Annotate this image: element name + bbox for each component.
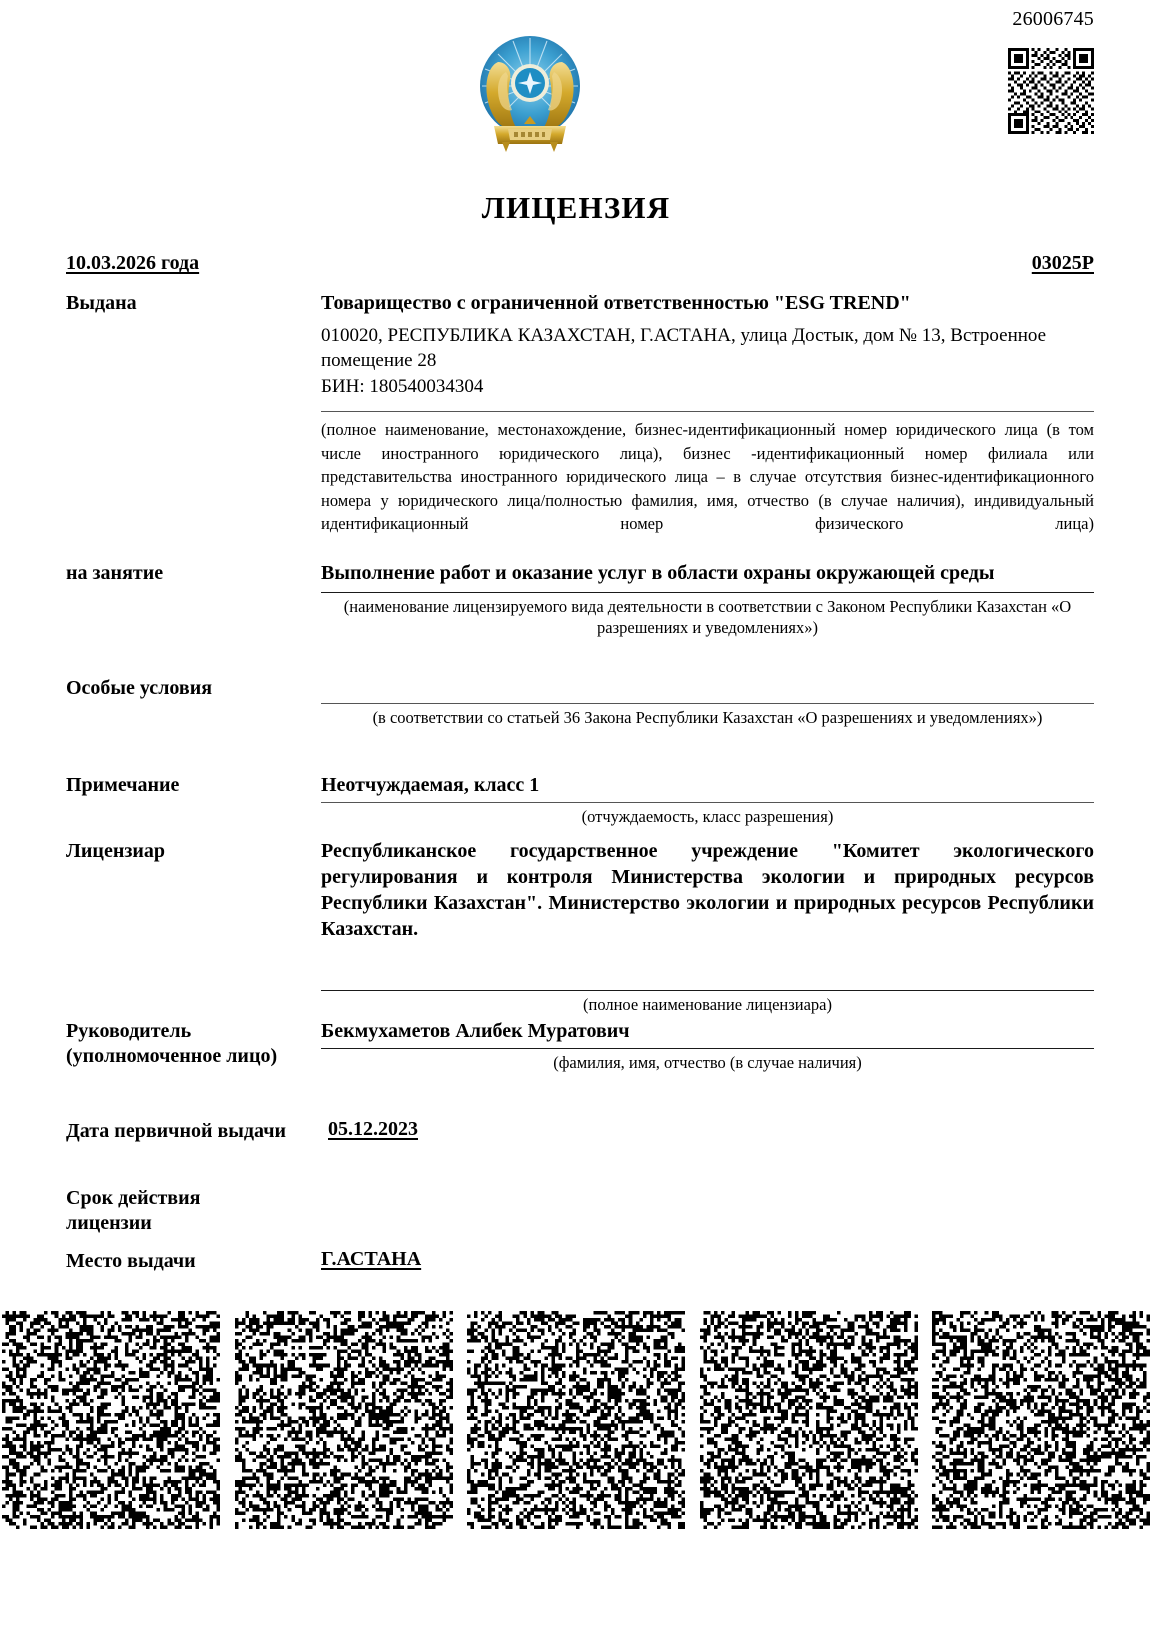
barcode-block-3 xyxy=(467,1300,685,1540)
barcode-block-1 xyxy=(2,1300,220,1540)
signature-barcode-strip xyxy=(0,1300,1152,1652)
caption-note: (отчуждаемость, класс разрешения) xyxy=(581,807,834,826)
field-label-first-issue-date: Дата первичной выдачи xyxy=(66,1120,287,1142)
field-head-of-authority xyxy=(66,1018,1094,1073)
field-value-place-of-issue xyxy=(321,1248,1094,1271)
field-label-head xyxy=(66,1018,321,1069)
field-label-head-line1: Руководитель xyxy=(66,1020,192,1042)
field-label-special-conditions: Особые условия xyxy=(66,677,213,699)
field-label-head-line2: (уполномоченное лицо) xyxy=(66,1045,278,1067)
note-value: Неотчуждаемая, класс 1 xyxy=(321,774,540,796)
caption-issued-to: (полное наименование, местонахождение, бизнес-идентификационный номер юридического лица (в том числе иностранного юридического лица), бизнес -идентификационный номер филиала или представительства иностранного юридического лица – в случае отсутствия бизнес-идентификационного номера у юридического лица/полностью фамилия, имя, отчество (в случае наличия), индивидуальный идентификационный номер физического лица) xyxy=(321,420,1094,534)
field-label-validity xyxy=(66,1185,321,1236)
field-special-conditions xyxy=(66,675,1094,728)
company-address: 010020, РЕСПУБЛИКА КАЗАХСТАН, Г.АСТАНА, улица Достык, дом № 13, Встроенное помещение 28 xyxy=(321,325,1047,372)
barcode-block-2 xyxy=(235,1300,453,1540)
field-label-validity-line2: лицензии xyxy=(66,1212,152,1234)
document-number: 26006745 xyxy=(1012,8,1094,30)
first-issue-date-value: 05.12.2023 xyxy=(328,1118,418,1140)
kazakhstan-state-emblem xyxy=(472,28,588,152)
field-place-of-issue xyxy=(66,1248,1094,1274)
field-label-place-of-issue: Место выдачи xyxy=(66,1250,196,1272)
field-label-issued-to: Выдана xyxy=(66,292,137,314)
field-label-licensor: Лицензиар xyxy=(66,840,166,862)
place-of-issue-value: Г.АСТАНА xyxy=(321,1248,422,1270)
qr-code-header xyxy=(1008,48,1094,134)
caption-licensor: (полное наименование лицензиара) xyxy=(583,995,832,1014)
field-value-head xyxy=(321,1018,1094,1073)
company-bin: БИН: 180540034304 xyxy=(321,375,484,397)
activity-name: Выполнение работ и оказание услуг в области охраны окружающей среды xyxy=(321,562,995,584)
field-label-note: Примечание xyxy=(66,774,180,796)
caption-activity: (наименование лицензируемого вида деятельности в соответствии с Законом Республики Казахстан «О разрешениях и уведомлениях») xyxy=(343,597,1072,638)
field-value-special-conditions xyxy=(321,675,1094,728)
head-name: Бекмухаметов Алибек Муратович xyxy=(321,1020,630,1042)
field-label-validity-line1: Срок действия xyxy=(66,1187,201,1209)
issue-date-and-number-row xyxy=(66,252,1094,275)
field-value-licensor xyxy=(321,838,1094,1015)
field-first-issue-date xyxy=(66,1118,1094,1144)
caption-special-conditions: (в соответствии со статьей 36 Закона Республики Казахстан «О разрешениях и уведомлениях») xyxy=(372,708,1043,727)
field-licensor xyxy=(66,838,1094,1015)
barcode-block-4 xyxy=(700,1300,918,1540)
field-value-issued-to xyxy=(321,290,1094,559)
field-label-activity: на занятие xyxy=(66,562,164,584)
licensor-name: Республиканское государственное учреждение "Комитет экологического регулирования и контроля Министерства экологии и природных ресурсов Республики Казахстан". Министерство экологии и природных ресурсов Республики Казахстан. xyxy=(321,840,1094,940)
field-issued-to xyxy=(66,290,1094,559)
issue-date: 10.03.2026 года xyxy=(66,252,200,274)
barcode-block-5 xyxy=(932,1300,1150,1540)
field-value-activity xyxy=(321,560,1094,639)
caption-head: (фамилия, имя, отчество (в случае наличия) xyxy=(553,1053,862,1072)
license-number: 03025Р xyxy=(1031,252,1094,274)
field-value-first-issue-date xyxy=(328,1118,1094,1141)
field-value-note xyxy=(321,772,1094,827)
special-conditions-value xyxy=(321,675,1094,699)
field-note xyxy=(66,772,1094,827)
field-validity-period xyxy=(66,1185,1094,1236)
field-activity xyxy=(66,560,1094,639)
page-title: ЛИЦЕНЗИЯ xyxy=(481,190,671,225)
company-name: Товарищество с ограниченной ответственностью "ESG TREND" xyxy=(321,292,911,314)
